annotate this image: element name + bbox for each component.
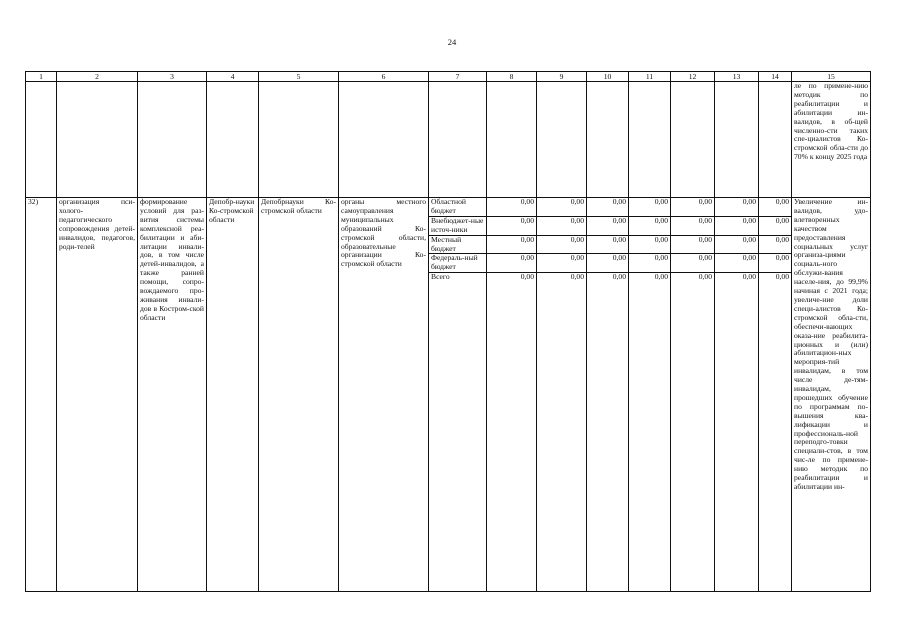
empty-cell [715,82,759,198]
funding-value: 0,00 [629,235,671,254]
empty-cell [57,82,138,198]
column-number: 12 [671,72,715,82]
empty-cell [207,82,259,198]
column-number: 8 [487,72,537,82]
funding-source: Местный бюджет [429,235,487,254]
funding-value: 0,00 [629,273,671,592]
column-number: 6 [339,72,429,82]
column-number: 7 [429,72,487,82]
participants: органы местного самоуправления муниципальных образований Ко-стромской области, образовательные организации Ко-стромской области [339,198,429,592]
column-number: 11 [629,72,671,82]
funding-value: 0,00 [715,254,759,273]
expected-result: Увеличение ин-валидов, удо-влетворенных качеством предоставления социальных услуг организа-циями социаль-ного обслужи-вания населе-ния, до 99,9% начиная с 2021 года; увеличе-ние доли специ-алистов Ко-стромской обла-сти, обеспечи-вающих оказа-ние реабилита-ционных и (или) абилитацион-ных мероприя-тий инвалидам, в том числе де-тям-инвалидам, прошедших обучение по программам по-вышения ква-лификации и профессиональ-ной переподго-товки специали-стов, в том чис-ле по примене-нию методик по реабилитации и абилитации ин- [792,198,871,592]
funding-value: 0,00 [759,198,792,217]
funding-value: 0,00 [629,198,671,217]
empty-cell [487,82,537,198]
empty-cell [587,82,629,198]
column-number: 1 [26,72,57,82]
row-number: 32) [26,198,57,592]
funding-value: 0,00 [537,235,587,254]
funding-value: 0,00 [629,254,671,273]
activity-name: организация пси-холого-педагогического сопровождения детей-инвалидов, педагогов, роди-телей [57,198,138,592]
continuation-row [26,82,871,198]
funding-value: 0,00 [715,216,759,235]
funding-value: 0,00 [759,254,792,273]
empty-cell [671,82,715,198]
empty-cell [26,82,57,198]
funding-value: 0,00 [587,198,629,217]
column-number: 13 [715,72,759,82]
funding-value: 0,00 [587,235,629,254]
funding-value: 0,00 [759,216,792,235]
funding-value: 0,00 [671,254,715,273]
empty-cell [339,82,429,198]
funding-value: 0,00 [487,198,537,217]
funding-source: Федераль-ный бюджет [429,254,487,273]
funding-value: 0,00 [487,216,537,235]
funding-value: 0,00 [537,198,587,217]
funding-value: 0,00 [587,273,629,592]
empty-cell [759,82,792,198]
funding-value: 0,00 [629,216,671,235]
table-row [26,198,871,217]
funding-value: 0,00 [587,254,629,273]
funding-value: 0,00 [671,216,715,235]
funding-value: 0,00 [487,235,537,254]
continuation-result-text: ле по примене-нию методик по реабилитации и абилитации ин-валидов, в об-щей численно-сти таких спе-циалистов Ко-стромской обла-сти до 70% к концу 2025 года [792,82,871,198]
column-number: 4 [207,72,259,82]
funding-value: 0,00 [715,198,759,217]
empty-cell [429,82,487,198]
activity-purpose: формирование условий для раз-вития системы комплексной реа-билитации и аби-литации инвали-дов, в том числе детей-инвалидов, а также ранней помощи, сопро-вождаемого про-живания инвали-дов в Костром-ской области [138,198,207,592]
funding-value: 0,00 [671,235,715,254]
funding-source: Областной бюджет [429,198,487,217]
funding-value: 0,00 [487,254,537,273]
column-number: 9 [537,72,587,82]
funding-value: 0,00 [537,216,587,235]
program-table [25,71,871,592]
column-number: 5 [259,72,339,82]
funding-value: 0,00 [759,235,792,254]
funding-source: Всего [429,273,487,592]
column-number: 3 [138,72,207,82]
funding-value: 0,00 [671,273,715,592]
funding-value: 0,00 [715,273,759,592]
funding-source: Внебюджет-ные источ-ники [429,216,487,235]
column-number: 10 [587,72,629,82]
empty-cell [138,82,207,198]
funding-value: 0,00 [715,235,759,254]
empty-cell [259,82,339,198]
responsible-executor: Депобр-науки Ко-стромской области [207,198,259,592]
page-number: 24 [447,37,457,47]
column-number: 14 [759,72,792,82]
co-executor: Депобрнауки Ко-стромской области [259,198,339,592]
funding-value: 0,00 [587,216,629,235]
funding-value: 0,00 [537,273,587,592]
funding-value: 0,00 [671,198,715,217]
empty-cell [537,82,587,198]
column-number-row [26,72,871,82]
empty-cell [629,82,671,198]
funding-value: 0,00 [759,273,792,592]
column-number: 15 [792,72,871,82]
column-number: 2 [57,72,138,82]
funding-value: 0,00 [537,254,587,273]
funding-value: 0,00 [487,273,537,592]
